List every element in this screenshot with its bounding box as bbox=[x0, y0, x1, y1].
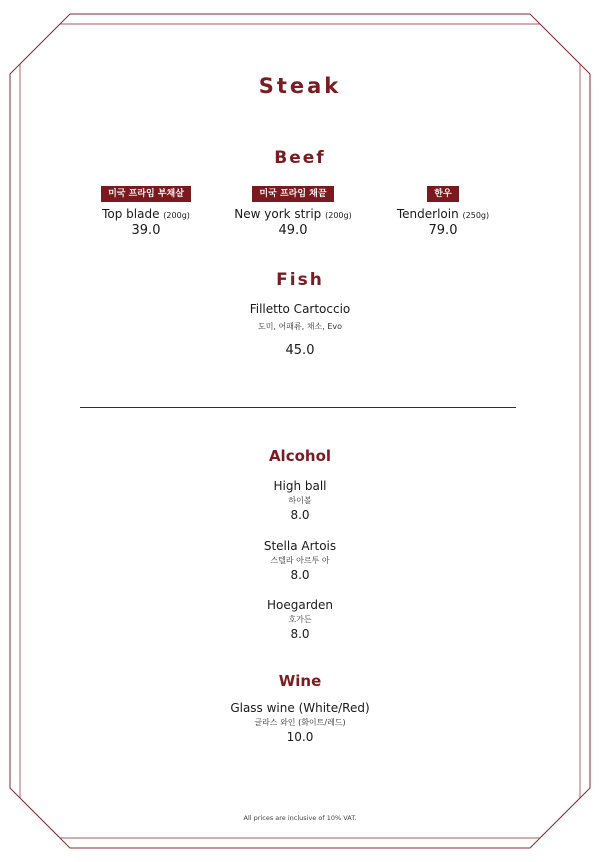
item-weight: (200g) bbox=[163, 211, 190, 220]
fish-item bbox=[0, 302, 600, 358]
item-korean-name: 호가든 bbox=[288, 615, 312, 624]
item-name: Stella Artois bbox=[263, 539, 337, 553]
item-price: 10.0 bbox=[286, 730, 314, 744]
beef-section-title: Beef bbox=[274, 148, 326, 168]
item-name-text: Top blade bbox=[102, 207, 160, 221]
item-price: 39.0 bbox=[131, 223, 161, 238]
item-korean-name: 하이볼 bbox=[288, 496, 312, 505]
item-badge: 미국 프라임 부채살 bbox=[101, 186, 191, 202]
item-name bbox=[373, 207, 513, 221]
wine-section-title: Wine bbox=[278, 672, 322, 690]
fish-section-title: Fish bbox=[276, 270, 324, 290]
item-weight: (250g) bbox=[462, 211, 490, 220]
item-price: 8.0 bbox=[290, 568, 310, 582]
alcohol-item-hoegarden bbox=[0, 598, 600, 641]
alcohol-section-title: Alcohol bbox=[268, 447, 332, 465]
item-price: 8.0 bbox=[290, 508, 310, 522]
item-korean-name: 글라스 와인 (화이트/레드) bbox=[254, 718, 346, 727]
item-weight: (200g) bbox=[325, 211, 352, 220]
beef-item-new-york-strip bbox=[223, 181, 363, 238]
item-name-text: Tenderloin bbox=[396, 207, 459, 221]
item-name: Hoegarden bbox=[266, 598, 334, 612]
beef-item-tenderloin bbox=[373, 181, 513, 238]
item-name: Glass wine (White/Red) bbox=[230, 701, 370, 715]
item-price: 45.0 bbox=[285, 343, 315, 358]
item-name bbox=[76, 207, 216, 221]
beef-item-top-blade bbox=[76, 181, 216, 238]
page-title: Steak bbox=[258, 74, 342, 98]
wine-item-glass-wine bbox=[0, 701, 600, 744]
item-badge: 미국 프라임 채끝 bbox=[252, 186, 333, 202]
item-description: 도미, 어패류, 채소, Evo bbox=[257, 322, 343, 331]
item-name-text: New york strip bbox=[234, 207, 322, 221]
item-korean-name: 스텔라 아르투 아 bbox=[270, 556, 330, 565]
item-price: 79.0 bbox=[428, 223, 458, 238]
item-price: 8.0 bbox=[290, 627, 310, 641]
item-name: Filletto Cartoccio bbox=[249, 302, 351, 316]
alcohol-item-high-ball bbox=[0, 479, 600, 522]
vat-footnote: All prices are inclusive of 10% VAT. bbox=[243, 814, 357, 822]
section-divider bbox=[80, 407, 516, 408]
item-name bbox=[223, 207, 363, 221]
item-price: 49.0 bbox=[278, 223, 308, 238]
alcohol-item-stella-artois bbox=[0, 539, 600, 582]
item-badge: 한우 bbox=[427, 186, 458, 202]
item-name: High ball bbox=[273, 479, 327, 493]
